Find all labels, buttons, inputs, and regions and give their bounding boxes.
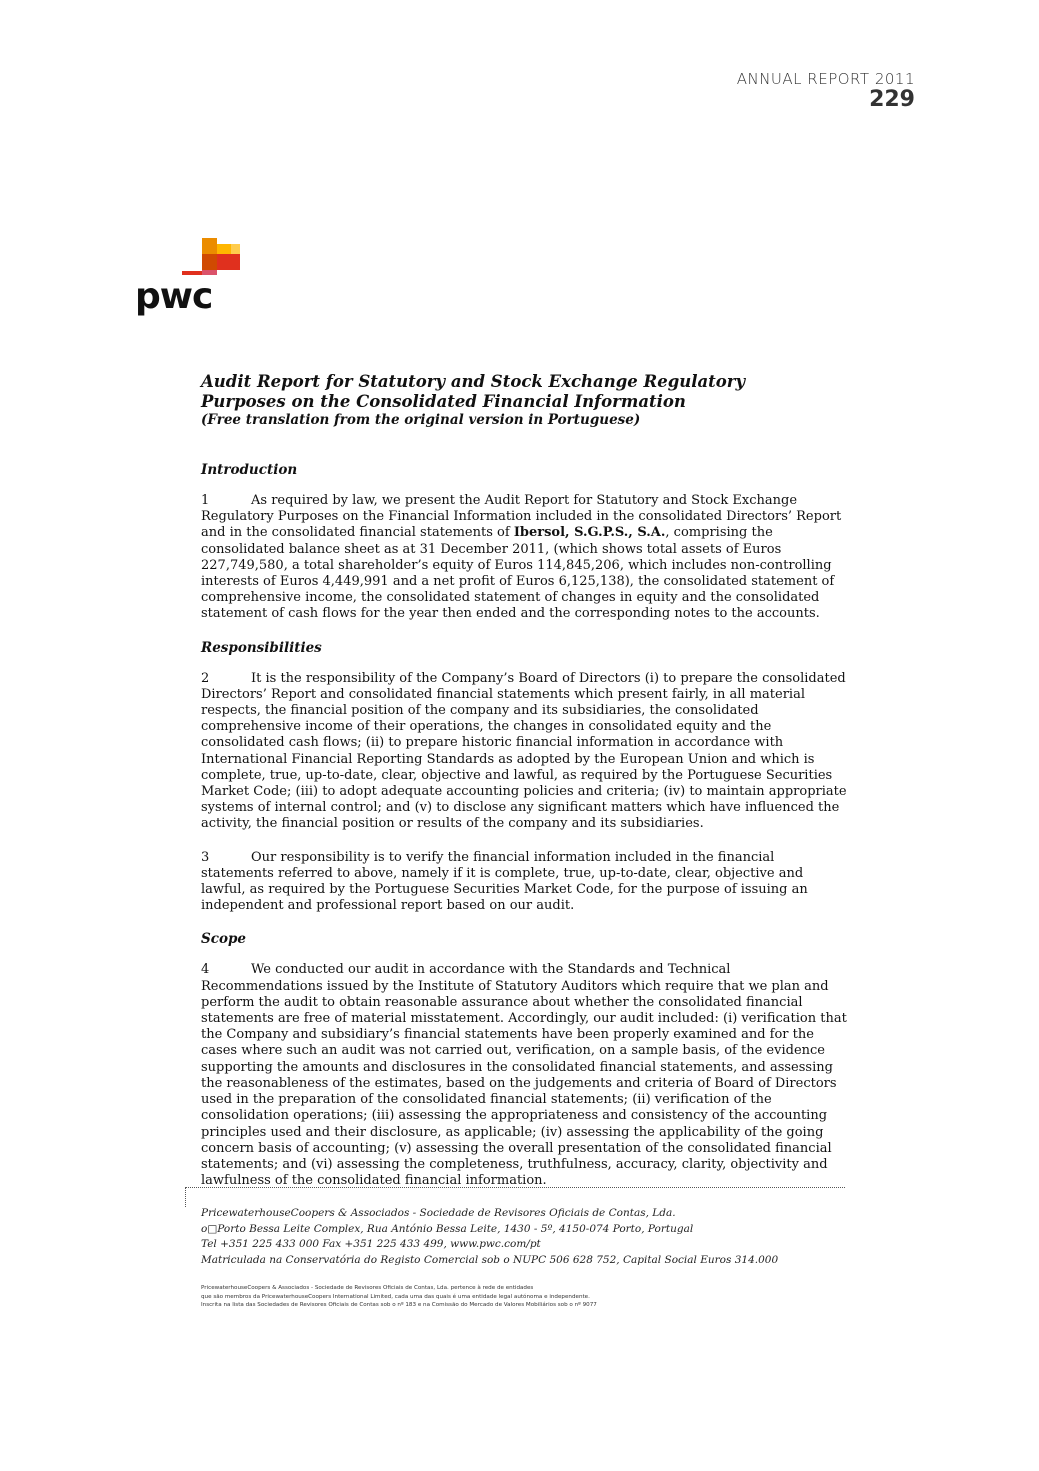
footer-company-line: PricewaterhouseCoopers & Associados - Sociedade de Revisores Oficiais de Contas, Lda. — [201, 1207, 676, 1219]
paragraph-text: Our responsibility is to verify the financial information included in the financial statements referred to above, namely if it is complete, true, up-to-date, clear, objective and lawful, as required by the Portuguese Securities Market Code, for the purpose of issuing an independent and professional report based on our audit. — [201, 849, 808, 914]
logo-bar — [182, 271, 202, 275]
company-name: Ibersol, S.G.P.S., S.A. — [513, 525, 666, 541]
annual-report-label: ANNUAL REPORT 2011 — [736, 70, 915, 88]
logo-block-mid — [202, 254, 217, 270]
paragraph-3 — [201, 850, 851, 915]
footer-legal-line-3: Inscrita na lista das Sociedades de Revisores Oficiais de Contas sob o nº 183 e na Comissão do Mercado de Valores Mobiliários sob o nº 9077 — [201, 1302, 597, 1309]
report-subtitle: (Free translation from the original version in Portuguese) — [201, 412, 641, 428]
footer — [201, 1206, 851, 1310]
section-heading-introduction: Introduction — [201, 462, 298, 478]
pwc-logo — [135, 236, 245, 322]
section-heading-scope: Scope — [201, 931, 247, 948]
paragraph-number: 2 — [201, 670, 210, 686]
report-body — [201, 372, 851, 1206]
paragraph-4 — [201, 962, 851, 1189]
logo-bar-right — [202, 270, 217, 275]
footer-divider-vertical — [185, 1187, 186, 1207]
section-heading-responsibilities: Responsibilities — [201, 639, 322, 656]
paragraph-1 — [201, 493, 851, 623]
footer-legal-line-2: que são membros da PricewaterhouseCoopers International Limited, cada uma das quais é uma entidade legal autónoma e independente. — [201, 1293, 590, 1300]
report-title-line-2: Purposes on the Consolidated Financial Information — [201, 392, 686, 411]
logo-block-right — [231, 244, 240, 254]
logo-block-top — [202, 238, 217, 254]
logo-block-top-right — [217, 244, 231, 254]
footer-contact-line: Tel +351 225 433 000 Fax +351 225 433 499, www.pwc.com/pt — [201, 1238, 541, 1250]
footer-divider — [185, 1187, 845, 1188]
paragraph-number: 3 — [201, 849, 210, 865]
footer-legal-line-1: PricewaterhouseCoopers & Associados - Sociedade de Revisores Oficiais de Contas, Lda. pertence à rede de entidades — [201, 1285, 534, 1291]
footer-legal-notice — [201, 1284, 851, 1310]
page-number: 229 — [869, 87, 915, 112]
report-title-line-1: Audit Report for Statutory and Stock Exchange Regulatory — [201, 372, 746, 391]
paragraph-text: We conducted our audit in accordance with the Standards and Technical Recommendations issued by the Institute of Statutory Auditors which require that we plan and perform the audit to obtain reasonable assurance about whether the consolidated financial statements are free of material misstatement. Accordingly, our audit included: (i) verification that the Company and subsidiary’s financial statements have been properly examined and for the cases where such an audit was not carried out, verification, on a sample basis, of the evidence supporting the amounts and disclosures in the consolidated financial statements, and assessing the reasonableness of the estimates, based on the judgements and criteria of Board of Directors used in the preparation of the consolidated financial statements; (ii) verification of the consolidation operations; (iii) assessing the appropriateness and consistency of the accounting principles used and their disclosure, as applicable; (iv) assessing the applicability of the going concern basis of accounting; (v) assessing the overall presentation of the consolidated financial statements; and (vi) assessing the completeness, truthfulness, accuracy, clarity, objectivity and lawfulness of the consolidated financial information. — [201, 962, 847, 1189]
footer-address-line: o□Porto Bessa Leite Complex, Rua António Bessa Leite, 1430 - 5º, 4150-074 Porto, Portugal — [201, 1222, 694, 1235]
logo-wordmark: pwc — [135, 276, 213, 317]
paragraph-text: It is the responsibility of the Company’s Board of Directors (i) to prepare the consolidated Directors’ Report and consolidated financial statements which present fairly, in all material respects, the financial position of the company and its subsidiaries, the consolidated comprehensive income of their operations, the changes in consolidated equity and the consolidated cash flows; (ii) to prepare historic financial information in accordance with International Financial Reporting Standards as adopted by the European Union and which is complete, true, up-to-date, clear, objective and lawful, as required by the Portuguese Securities Market Code; (iii) to adopt adequate accounting policies and criteria; (iv) to maintain appropriate systems of internal control; and (v) to disclose any significant matters which have influenced the activity, the financial position or results of the company and its subsidiaries. — [201, 670, 847, 832]
paragraph-number: 1 — [201, 493, 210, 508]
paragraph-text: As required by law, we present the Audit Report for Statutory and Stock Exchange Regulatory Purposes on the Financial Information included in the consolidated Directors’ Report and in the consolidated financial statements of — [201, 493, 842, 541]
paragraph-2 — [201, 671, 851, 833]
paragraph-text: , comprising the consolidated balance sheet as at 31 December 2011, (which shows total assets of Euros 227,749,580, a total shareholder’s equity of Euros 114,845,206, which includes non-controlling interests of Euros 4,449,991 and a net profit of Euros 6,125,138), the consolidated statement of comprehensive income, the consolidated statement of changes in equity and the consolidated statement of cash flows for the year then ended and the corresponding notes to the accounts. — [201, 525, 835, 622]
page-header — [737, 70, 915, 112]
footer-registration-line: Matriculada na Conservatória do Registo Comercial sob o NUPC 506 628 752, Capital Social Euros 314.000 — [201, 1253, 779, 1266]
logo-block-mid-right — [217, 254, 240, 270]
paragraph-number: 4 — [201, 962, 210, 978]
